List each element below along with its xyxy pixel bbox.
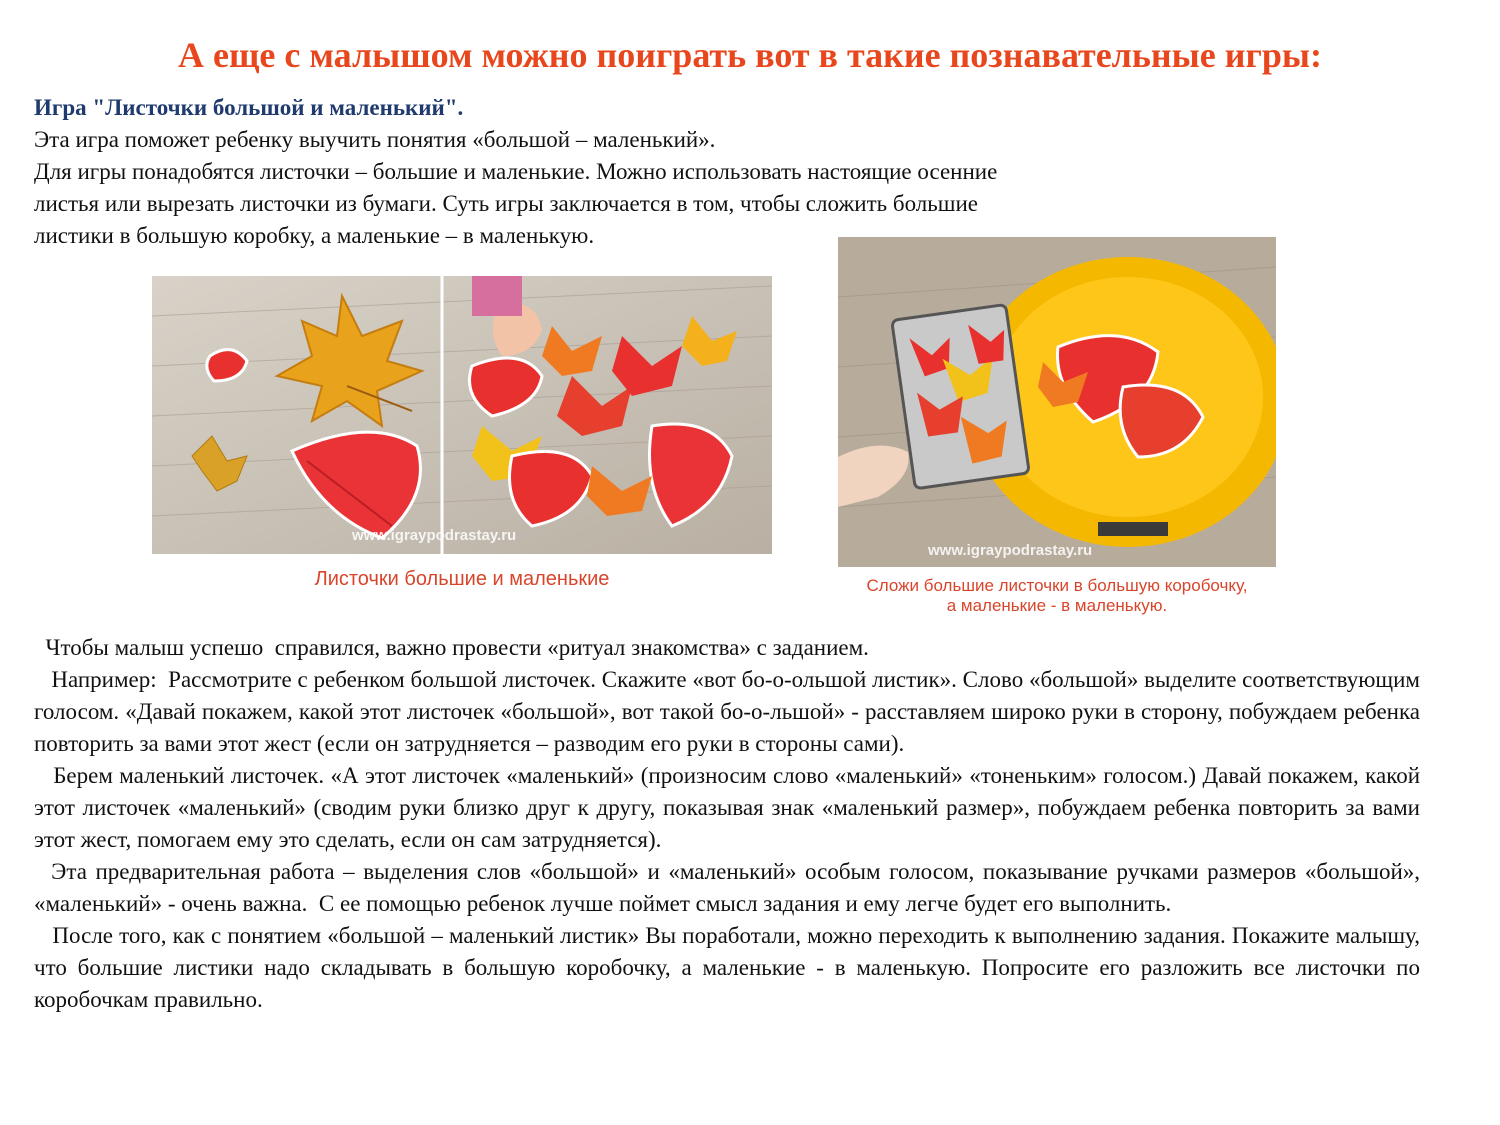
leaves-photo — [152, 276, 772, 554]
right-photo-caption — [838, 576, 1276, 616]
paragraph-3: Берем маленький листочек. «А этот листочек «маленький» (произносим слово «маленький» «тоненьким» голосом.) Давай покажем, какой этот листочек «маленький» (сводим руки близко друг к другу, показывая знак «маленький размер», побуждаем ребенка повторить за вами этот жест, помогаем ему это сделать, если он сам затрудняется). — [34, 763, 1426, 852]
right-caption-line-2: а маленькие - в маленькую. — [946, 596, 1168, 615]
left-photo-caption: Листочки большие и маленькие — [314, 568, 610, 590]
basin-photo — [838, 237, 1276, 567]
intro-line-2: Для игры понадобятся листочки – большие и маленькие. Можно использовать настоящие осенние листья или вырезать листочки из бумаги. Суть игры заключается в том, чтобы сложить большие листики в большую коробку, а маленькие – в маленькую. — [34, 159, 998, 248]
paragraph-2: Например: Рассмотрите с ребенком большой листочек. Скажите «вот бо-о-ольшой листик». Слово «большой» выделите соответствующим голосом. «Давай покажем, какой этот листочек «большой», вот такой бо-о-льшой» - расставляем широко руки в сторону, побуждаем ребенка повторить за вами этот жест (если он затрудняется – разводим его руки в стороны сами). — [34, 667, 1426, 756]
basin-illustration — [838, 237, 1276, 567]
page-title: А еще с малышом можно поиграть вот в такие познавательные игры: — [178, 35, 1322, 75]
right-watermark: www.igraypodrastay.ru — [928, 542, 1093, 559]
leaves-illustration — [152, 276, 772, 554]
intro-line-1: Эта игра поможет ребенку выучить понятия «большой – маленький». — [34, 127, 716, 152]
right-caption-line-1: Сложи большие листочки в большую коробочку, — [866, 576, 1248, 595]
instructions-text — [34, 632, 1426, 1016]
game-title: Игра "Листочки большой и маленький". — [34, 95, 464, 120]
intro-block — [34, 92, 1424, 252]
paragraph-5: После того, как с понятием «большой – маленький листик» Вы поработали, можно переходить к выполнению задания. Покажите малышу, что большие листики надо складывать в большую коробочку, а маленькие - в маленькую. Попросите его разложить все листочки по коробочкам правильно. — [34, 923, 1426, 1012]
paragraph-1: Чтобы малыш успешо справился, важно провести «ритуал знакомства» с заданием. — [34, 635, 869, 660]
paragraph-4: Эта предварительная работа – выделения слов «большой» и «маленький» особым голосом, показывание ручками размеров «большой», «маленький» - очень важна. С ее помощью ребенок лучше поймет смысл задания и ему легче будет его выполнить. — [34, 859, 1426, 916]
left-watermark: www.igraypodrastay.ru — [352, 527, 517, 544]
